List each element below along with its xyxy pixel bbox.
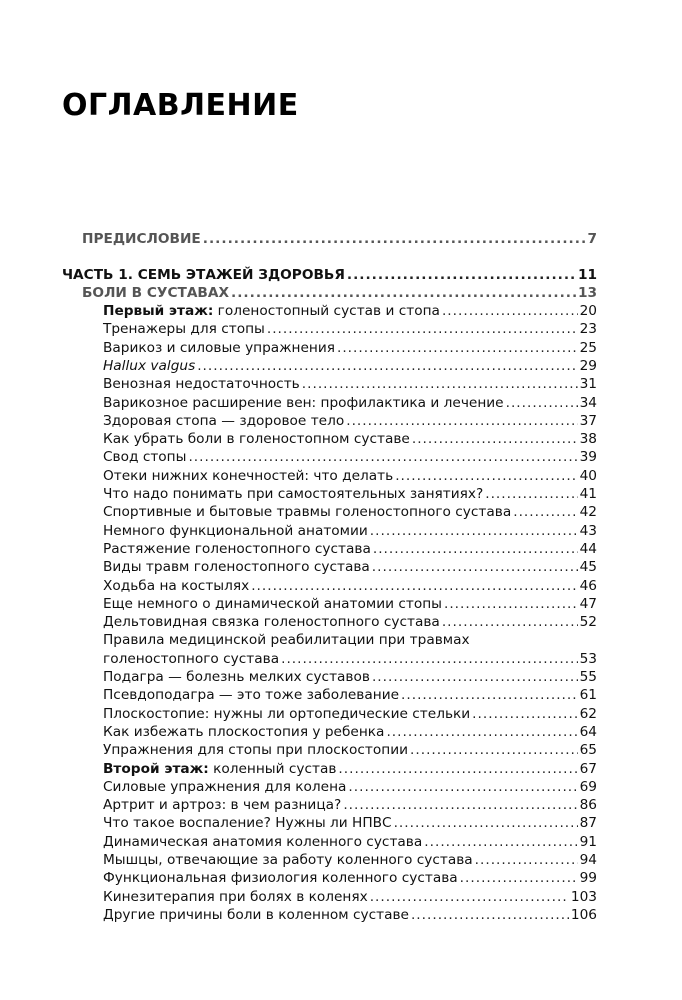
toc-page-number: 13 bbox=[577, 285, 597, 301]
toc-entry[interactable] bbox=[103, 778, 597, 796]
toc-page-number: 67 bbox=[579, 760, 597, 777]
toc-entry[interactable] bbox=[103, 540, 597, 558]
dot-leader bbox=[370, 888, 569, 906]
toc-chapter[interactable] bbox=[82, 284, 597, 302]
dot-leader bbox=[346, 412, 577, 430]
toc-page-number: 7 bbox=[587, 231, 597, 247]
toc-entry[interactable] bbox=[103, 448, 597, 466]
dot-leader bbox=[513, 503, 577, 521]
toc-entry[interactable] bbox=[103, 430, 597, 448]
dot-leader bbox=[485, 485, 577, 503]
toc-entry-text: Отеки нижних конечностей: что делать bbox=[103, 467, 394, 484]
toc-entry-text: Динамическая анатомия коленного сустава bbox=[103, 833, 423, 850]
toc-entry-text: Артрит и артроз: в чем разница? bbox=[103, 797, 342, 814]
toc-entry-text: Здоровая стопа — здоровое тело bbox=[103, 412, 345, 429]
toc-entry-text: Дельтовидная связка голеностопного сустава bbox=[103, 614, 440, 631]
toc-entry-text: Что надо понимать при самостоятельных занятиях? bbox=[103, 486, 484, 502]
toc-entry[interactable] bbox=[103, 302, 597, 320]
toc-entry-text: Другие причины боли в коленном суставе bbox=[103, 906, 409, 923]
toc-entry-label bbox=[103, 869, 458, 887]
toc-entry-label bbox=[103, 906, 409, 924]
toc-entry-text: Еще немного о динамической анатомии стопы bbox=[103, 595, 442, 612]
toc-entry-label bbox=[103, 540, 371, 558]
toc-entry-text: Что такое воспаление? Нужны ли НПВС bbox=[103, 815, 392, 832]
toc-entry[interactable] bbox=[103, 613, 597, 631]
toc-entry-line: Правила медицинской реабилитации при травмах bbox=[103, 632, 470, 649]
toc-page-number: 46 bbox=[579, 577, 597, 594]
dot-leader bbox=[338, 760, 577, 778]
dot-leader bbox=[188, 448, 577, 466]
toc-entry-label bbox=[103, 394, 504, 412]
toc-entry-label bbox=[103, 430, 410, 448]
toc-entry[interactable] bbox=[103, 522, 597, 540]
toc-entry[interactable] bbox=[103, 686, 597, 704]
toc-entry-text: коленный сустав bbox=[208, 760, 337, 777]
toc-page-number: 61 bbox=[579, 687, 597, 704]
toc-entry-label bbox=[103, 375, 300, 393]
toc-page-number: 65 bbox=[579, 742, 597, 759]
toc-page-number: 52 bbox=[579, 614, 597, 631]
toc-entry-label bbox=[103, 668, 370, 686]
toc-entry-text: Варикозное расширение вен: профилактика и лечение bbox=[103, 394, 504, 411]
dot-leader bbox=[395, 467, 577, 485]
toc-page-number: 87 bbox=[579, 815, 597, 832]
dot-leader bbox=[347, 266, 576, 284]
toc-entry-label bbox=[103, 778, 346, 796]
toc-entry[interactable] bbox=[103, 650, 597, 668]
toc-page-number: 64 bbox=[579, 723, 597, 740]
toc-entry-label bbox=[103, 522, 368, 540]
dot-leader bbox=[251, 577, 577, 595]
toc-entry[interactable] bbox=[103, 467, 597, 485]
toc-entry[interactable] bbox=[103, 851, 597, 869]
dot-leader bbox=[410, 741, 578, 759]
toc-entry-text: Псевдоподагра — это тоже заболевание bbox=[103, 687, 400, 704]
toc-entry-label bbox=[103, 467, 393, 485]
dot-leader bbox=[424, 833, 577, 851]
toc-entry-text: Тренажеры для стопы bbox=[103, 321, 265, 338]
dot-leader bbox=[401, 686, 578, 704]
toc-page-number: 11 bbox=[577, 267, 597, 283]
toc-entry[interactable] bbox=[103, 796, 597, 814]
toc-entry-text: Кинезитерапия при болях в коленях bbox=[103, 888, 368, 905]
dot-leader bbox=[412, 430, 578, 448]
toc-entry-text: Венозная недостаточность bbox=[103, 376, 300, 393]
toc-entry[interactable] bbox=[103, 741, 597, 759]
dot-leader bbox=[372, 668, 578, 686]
toc-entry-label bbox=[82, 230, 201, 248]
toc-page-number: 41 bbox=[579, 486, 597, 502]
toc-entry-text: Плоскостопие: нужны ли ортопедические стельки bbox=[103, 705, 471, 722]
dot-leader bbox=[442, 613, 578, 631]
toc-entry-label bbox=[103, 888, 368, 906]
toc-page-number: 103 bbox=[570, 888, 597, 905]
toc-entry-text: Упражнения для стопы при плоскостопии bbox=[103, 742, 409, 759]
toc-entry-label bbox=[103, 814, 392, 832]
toc-page-number: 94 bbox=[579, 852, 597, 868]
toc-entry[interactable] bbox=[103, 357, 597, 375]
dot-leader bbox=[373, 540, 578, 558]
toc-page-number: 69 bbox=[579, 778, 597, 795]
toc-entry-text: БОЛИ В СУСТАВАХ bbox=[82, 285, 230, 301]
toc-entry[interactable] bbox=[103, 394, 597, 412]
toc-page-number: 39 bbox=[579, 449, 597, 466]
toc-entry-text: Спортивные и бытовые травмы голеностопного сустава bbox=[103, 504, 512, 521]
toc-entry-text: Ходьба на костылях bbox=[103, 577, 250, 594]
toc-entry-label bbox=[103, 339, 335, 357]
toc-page-number: 91 bbox=[579, 833, 597, 850]
toc-page-number: 99 bbox=[579, 870, 597, 887]
toc-entry[interactable] bbox=[103, 503, 597, 521]
toc-entry[interactable] bbox=[103, 339, 597, 357]
dot-leader bbox=[411, 906, 569, 924]
toc-entry-text: Варикоз и силовые упражнения bbox=[103, 339, 335, 356]
dot-leader bbox=[267, 320, 578, 338]
toc-page-number: 31 bbox=[579, 376, 597, 393]
toc-entry-label bbox=[103, 650, 279, 668]
toc-entry-label bbox=[103, 705, 470, 723]
dot-leader bbox=[231, 284, 576, 302]
toc-entry-label bbox=[103, 558, 370, 576]
toc-entry[interactable] bbox=[103, 833, 597, 851]
toc-part[interactable] bbox=[62, 266, 597, 284]
toc-entry-label bbox=[103, 485, 483, 503]
toc-entry[interactable] bbox=[103, 869, 597, 887]
toc-page-number: 42 bbox=[579, 504, 597, 521]
toc-entry[interactable] bbox=[103, 375, 597, 393]
dot-leader bbox=[444, 595, 578, 613]
toc-entry-text: Функциональная физиология коленного сустава bbox=[103, 870, 458, 887]
toc-entry-label-italic: Hallux valgus bbox=[103, 357, 196, 374]
dot-leader bbox=[472, 705, 577, 723]
toc-entry-label-bold: Первый этаж: bbox=[103, 303, 214, 319]
toc-page-number: 43 bbox=[579, 522, 597, 539]
dot-leader bbox=[370, 522, 578, 540]
toc-entry-label bbox=[103, 723, 384, 741]
toc-entry-label bbox=[103, 302, 440, 320]
toc-entry[interactable] bbox=[103, 412, 597, 430]
toc-page-number: 86 bbox=[579, 797, 597, 814]
toc-entry-label bbox=[103, 448, 186, 466]
toc-entry-label bbox=[103, 503, 511, 521]
dot-leader bbox=[337, 339, 578, 357]
toc-page-number: 38 bbox=[579, 431, 597, 448]
toc-preface[interactable] bbox=[82, 230, 597, 248]
toc-entry[interactable] bbox=[103, 485, 597, 503]
toc-entry-text: голеностопного сустава bbox=[103, 650, 280, 667]
toc-entry-label bbox=[103, 796, 341, 814]
toc-entry-text: ПРЕДИСЛОВИЕ bbox=[82, 231, 201, 247]
toc-page-number: 53 bbox=[579, 650, 597, 667]
toc-entry-label bbox=[103, 412, 344, 430]
toc-entry-text: Растяжение голеностопного сустава bbox=[103, 540, 371, 557]
dot-leader bbox=[348, 778, 577, 796]
toc-entry-label bbox=[103, 741, 408, 759]
dot-leader bbox=[281, 650, 577, 668]
toc-page-number: 62 bbox=[579, 705, 597, 722]
toc-entry-text: Виды травм голеностопного сустава bbox=[103, 559, 370, 576]
toc-entry-text: Немного функциональной анатомии bbox=[103, 522, 368, 539]
toc-page-number: 106 bbox=[570, 906, 597, 923]
dot-leader bbox=[302, 375, 578, 393]
toc-entry[interactable] bbox=[103, 814, 597, 832]
toc-entry-text: Силовые упражнения для колена bbox=[103, 778, 347, 795]
toc-page-number: 37 bbox=[579, 412, 597, 429]
toc-entry[interactable] bbox=[103, 723, 597, 741]
toc-entry[interactable] bbox=[103, 577, 597, 595]
dot-leader bbox=[475, 851, 578, 869]
toc-entry[interactable] bbox=[103, 888, 597, 906]
toc-entry[interactable] bbox=[103, 705, 597, 723]
dot-leader bbox=[197, 357, 577, 375]
dot-leader bbox=[372, 558, 578, 576]
dot-leader bbox=[386, 723, 577, 741]
toc-page-number: 23 bbox=[579, 321, 597, 338]
toc-entry-label bbox=[103, 320, 265, 338]
toc-entry[interactable] bbox=[103, 668, 597, 686]
dot-leader bbox=[343, 796, 577, 814]
toc-entry-label bbox=[103, 833, 422, 851]
toc-entry-label-bold: Второй этаж: bbox=[103, 760, 209, 777]
toc-entry-text: Как убрать боли в голеностопном суставе bbox=[103, 431, 410, 448]
toc-entry-label bbox=[82, 284, 229, 302]
toc-page-number: 40 bbox=[579, 467, 597, 484]
toc-page-number: 20 bbox=[579, 303, 597, 319]
toc-entry-label bbox=[103, 357, 195, 375]
dot-leader bbox=[506, 394, 578, 412]
toc-entry[interactable] bbox=[103, 558, 597, 576]
toc-entry[interactable] bbox=[103, 906, 597, 924]
dot-leader bbox=[460, 869, 578, 887]
dot-leader bbox=[203, 230, 586, 248]
toc-entry[interactable] bbox=[103, 760, 597, 778]
toc-entry-label bbox=[103, 613, 440, 631]
page-title: ОГЛАВЛЕНИЕ bbox=[62, 88, 299, 123]
toc-entry-label bbox=[103, 577, 249, 595]
toc-page-number: 34 bbox=[579, 394, 597, 411]
toc-page-number: 55 bbox=[579, 669, 597, 685]
toc-entry-text: Как избежать плоскостопия у ребенка bbox=[103, 723, 385, 740]
toc-entry-label bbox=[103, 760, 336, 778]
toc-entry-text: ЧАСТЬ 1. СЕМЬ ЭТАЖЕЙ ЗДОРОВЬЯ bbox=[62, 267, 345, 283]
toc-entry-text: Свод стопы bbox=[103, 449, 187, 466]
toc-entry[interactable] bbox=[103, 320, 597, 338]
toc-page-number: 45 bbox=[579, 559, 597, 576]
toc-entry-label bbox=[103, 595, 442, 613]
toc-entry-text: голеностопный сустав и стопа bbox=[213, 303, 440, 319]
toc-page-number: 44 bbox=[579, 540, 597, 557]
toc-page-number: 47 bbox=[579, 595, 597, 612]
toc-page-number: 29 bbox=[579, 357, 597, 374]
toc-entry-label bbox=[62, 266, 345, 284]
dot-leader bbox=[442, 302, 578, 320]
dot-leader bbox=[394, 814, 578, 832]
toc-entry-label bbox=[103, 851, 473, 869]
toc-entry-label bbox=[103, 686, 399, 704]
toc-entry[interactable] bbox=[103, 595, 597, 613]
toc-entry-text: Подагра — болезнь мелких суставов bbox=[103, 669, 370, 685]
toc-page-number: 25 bbox=[579, 339, 597, 356]
toc-entry-text: Мышцы, отвечающие за работу коленного сустава bbox=[103, 852, 473, 868]
